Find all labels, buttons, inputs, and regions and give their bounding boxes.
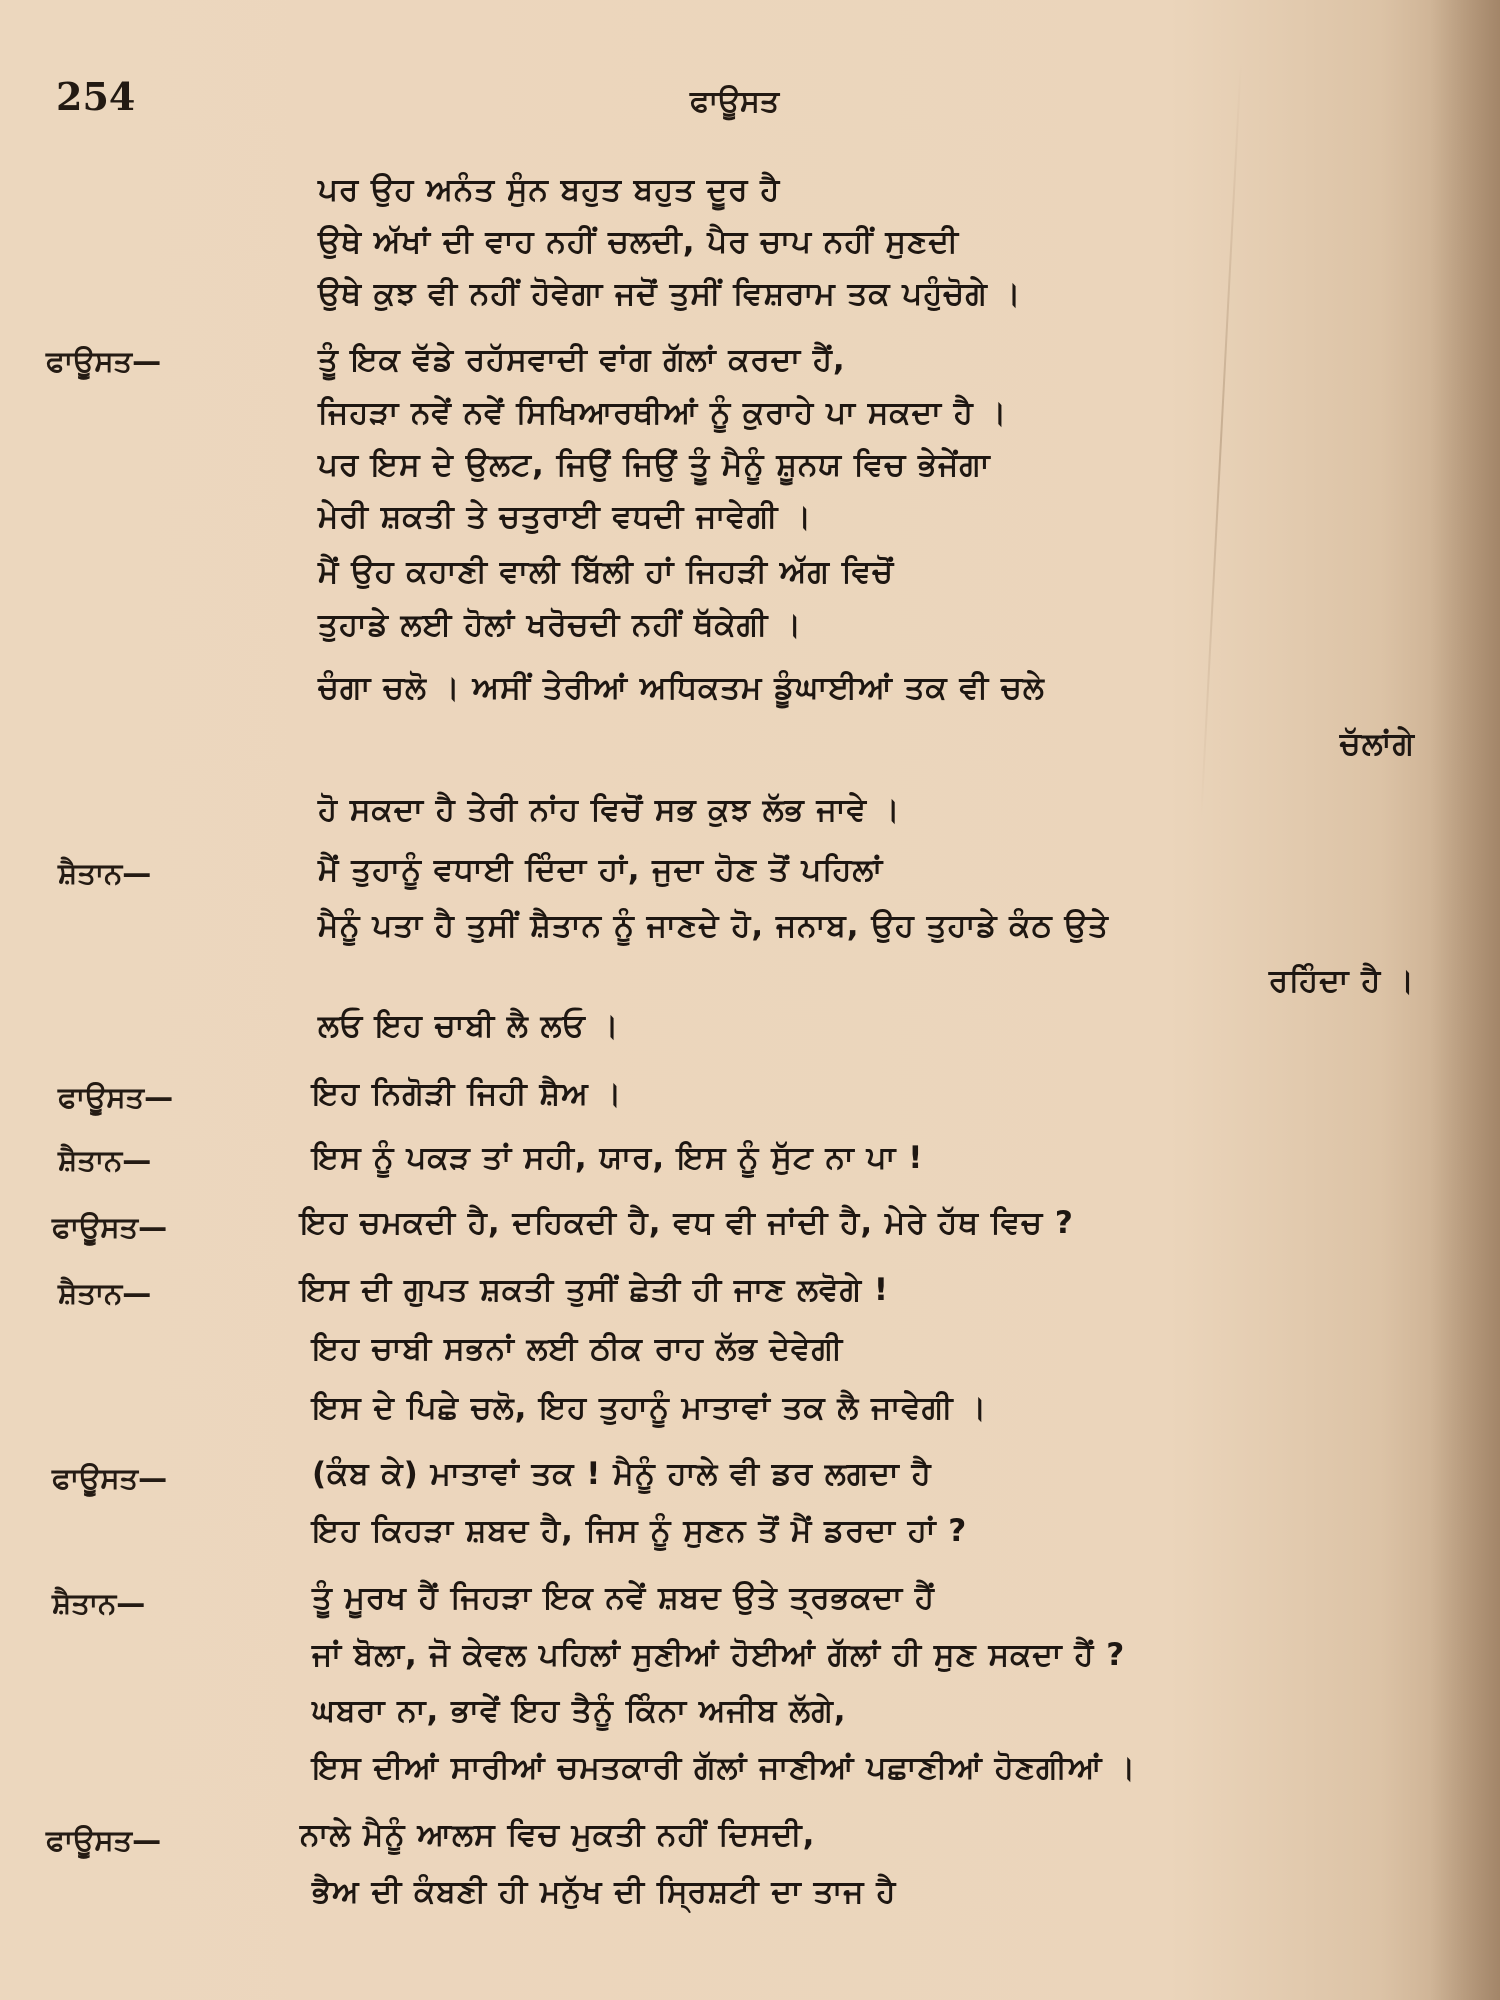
verse-line: ਤੁਹਾਡੇ ਲਈ ਹੋਲਾਂ ਖਰੋਚਦੀ ਨਹੀਂ ਥੱਕੇਗੀ ।: [318, 607, 803, 643]
verse-line: ਇਹ ਚਮਕਦੀ ਹੈ, ਦਹਿਕਦੀ ਹੈ, ਵਧ ਵੀ ਜਾਂਦੀ ਹੈ, ਮੇਰੇ ਹੱਥ ਵਿਚ ?: [300, 1205, 1074, 1241]
verse-line: ਜਾਂ ਬੋਲਾ, ਜੋ ਕੇਵਲ ਪਹਿਲਾਂ ਸੁਣੀਆਂ ਹੋਈਆਂ ਗੱਲਾਂ ਹੀ ਸੁਣ ਸਕਦਾ ਹੈਂ ?: [312, 1637, 1126, 1673]
verse-line: ਤੂੰ ਮੂਰਖ ਹੈਂ ਜਿਹੜਾ ਇਕ ਨਵੇਂ ਸ਼ਬਦ ਉਤੇ ਤ੍ਰਭਕਦਾ ਹੈਂ: [312, 1580, 935, 1616]
verse-line-continuation: ਚੱਲਾਂਗੇ: [1339, 726, 1415, 762]
verse-line: ਇਸ ਨੂੰ ਪਕੜ ਤਾਂ ਸਹੀ, ਯਾਰ, ਇਸ ਨੂੰ ਸੁੱਟ ਨਾ ਪਾ !: [312, 1140, 924, 1176]
speaker-label: ਸ਼ੈਤਾਨ—: [58, 1143, 152, 1177]
verse-line: ਨਾਲੇ ਮੈਨੂੰ ਆਲਸ ਵਿਚ ਮੁਕਤੀ ਨਹੀਂ ਦਿਸਦੀ,: [300, 1817, 816, 1853]
speaker-label: ਸ਼ੈਤਾਨ—: [58, 856, 152, 890]
speaker-label: ਫਾਊਸਤ—: [58, 1080, 174, 1114]
verse-line: ਤੂੰ ਇਕ ਵੱਡੇ ਰਹੱਸਵਾਦੀ ਵਾਂਗ ਗੱਲਾਂ ਕਰਦਾ ਹੈਂ,: [318, 342, 846, 378]
verse-line: ਉਥੇ ਕੁਝ ਵੀ ਨਹੀਂ ਹੋਵੇਗਾ ਜਦੋਂ ਤੁਸੀਂ ਵਿਸ਼ਰਾਮ ਤਕ ਪਹੁੰਚੋਗੇ ।: [318, 276, 1022, 312]
verse-line: ਮੈਨੂੰ ਪਤਾ ਹੈ ਤੁਸੀਂ ਸ਼ੈਤਾਨ ਨੂੰ ਜਾਣਦੇ ਹੋ, ਜਨਾਬ, ਉਹ ਤੁਹਾਡੇ ਕੰਠ ਉਤੇ: [318, 908, 1109, 944]
page-crease: [1200, 60, 1242, 819]
verse-line: (ਕੰਬ ਕੇ) ਮਾਤਾਵਾਂ ਤਕ ! ਮੈਨੂੰ ਹਾਲੇ ਵੀ ਡਰ ਲਗਦਾ ਹੈ: [312, 1456, 932, 1492]
verse-line: ਉਥੇ ਅੱਖਾਂ ਦੀ ਵਾਹ ਨਹੀਂ ਚਲਦੀ, ਪੈਰ ਚਾਪ ਨਹੀਂ ਸੁਣਦੀ: [318, 224, 960, 260]
speaker-label: ਫਾਊਸਤ—: [46, 344, 162, 378]
verse-line: ਇਸ ਦੀਆਂ ਸਾਰੀਆਂ ਚਮਤਕਾਰੀ ਗੱਲਾਂ ਜਾਣੀਆਂ ਪਛਾਣੀਆਂ ਹੋਣਗੀਆਂ ।: [312, 1750, 1137, 1786]
speaker-label: ਫਾਊਸਤ—: [52, 1210, 168, 1244]
speaker-label: ਸ਼ੈਤਾਨ—: [52, 1586, 146, 1620]
verse-line: ਚੰਗਾ ਚਲੋ । ਅਸੀਂ ਤੇਰੀਆਂ ਅਧਿਕਤਮ ਡੂੰਘਾਈਆਂ ਤਕ ਵੀ ਚਲੇ: [318, 670, 1045, 706]
verse-line: ਘਬਰਾ ਨਾ, ਭਾਵੇਂ ਇਹ ਤੈਨੂੰ ਕਿੰਨਾ ਅਜੀਬ ਲੱਗੇ,: [312, 1693, 847, 1729]
speaker-label: ਫਾਊਸਤ—: [46, 1823, 162, 1857]
verse-line: ਪਰ ਉਹ ਅਨੰਤ ਸੁੰਨ ਬਹੁਤ ਬਹੁਤ ਦੂਰ ਹੈ: [318, 172, 781, 208]
speaker-label: ਸ਼ੈਤਾਨ—: [58, 1276, 152, 1310]
verse-line: ਮੇਰੀ ਸ਼ਕਤੀ ਤੇ ਚਤੁਰਾਈ ਵਧਦੀ ਜਾਵੇਗੀ ।: [318, 499, 813, 535]
verse-line: ਭੈਅ ਦੀ ਕੰਬਣੀ ਹੀ ਮਨੁੱਖ ਦੀ ਸ੍ਰਿਸ਼ਟੀ ਦਾ ਤਾਜ ਹੈ: [312, 1874, 897, 1910]
verse-line: ਇਹ ਕਿਹੜਾ ਸ਼ਬਦ ਹੈ, ਜਿਸ ਨੂੰ ਸੁਣਨ ਤੋਂ ਮੈਂ ਡਰਦਾ ਹਾਂ ?: [312, 1513, 968, 1549]
verse-line: ਪਰ ਇਸ ਦੇ ਉਲਟ, ਜਿਉਂ ਜਿਉਂ ਤੂੰ ਮੈਨੂੰ ਸ਼ੂਨਯ ਵਿਚ ਭੇਜੇਂਗਾ: [318, 447, 991, 483]
page-edge-shadow: [1430, 0, 1500, 2000]
verse-line: ਇਸ ਦੀ ਗੁਪਤ ਸ਼ਕਤੀ ਤੁਸੀਂ ਛੇਤੀ ਹੀ ਜਾਣ ਲਵੋਗੇ !: [300, 1272, 889, 1308]
verse-line: ਇਸ ਦੇ ਪਿਛੇ ਚਲੋ, ਇਹ ਤੁਹਾਨੂੰ ਮਾਤਾਵਾਂ ਤਕ ਲੈ ਜਾਵੇਗੀ ।: [312, 1390, 988, 1426]
speaker-label: ਫਾਊਸਤ—: [52, 1461, 168, 1495]
verse-line: ਮੈਂ ਤੁਹਾਨੂੰ ਵਧਾਈ ਦਿੰਦਾ ਹਾਂ, ਜੁਦਾ ਹੋਣ ਤੋਂ ਪਹਿਲਾਂ: [318, 852, 884, 888]
verse-line: ਇਹ ਚਾਬੀ ਸਭਨਾਂ ਲਈ ਠੀਕ ਰਾਹ ਲੱਭ ਦੇਵੇਗੀ: [312, 1331, 844, 1367]
page-number: 254: [56, 74, 136, 119]
verse-line: ਮੈਂ ਉਹ ਕਹਾਣੀ ਵਾਲੀ ਬਿੱਲੀ ਹਾਂ ਜਿਹੜੀ ਅੱਗ ਵਿਚੋਂ: [318, 554, 895, 590]
running-title: ਫਾਊਸਤ: [690, 84, 780, 119]
verse-line: ਹੋ ਸਕਦਾ ਹੈ ਤੇਰੀ ਨਾਂਹ ਵਿਚੋਂ ਸਭ ਕੁਝ ਲੱਭ ਜਾਵੇ ।: [318, 792, 901, 828]
verse-line: ਜਿਹੜਾ ਨਵੇਂ ਨਵੇਂ ਸਿਖਿਆਰਥੀਆਂ ਨੂੰ ਕੁਰਾਹੇ ਪਾ ਸਕਦਾ ਹੈ ।: [318, 395, 1008, 431]
verse-line: ਲਓ ਇਹ ਚਾਬੀ ਲੈ ਲਓ ।: [318, 1008, 620, 1044]
verse-line: ਇਹ ਨਿਗੋੜੀ ਜਿਹੀ ਸ਼ੈਅ ।: [312, 1076, 623, 1112]
verse-line-continuation: ਰਹਿੰਦਾ ਹੈ ।: [1268, 963, 1415, 999]
